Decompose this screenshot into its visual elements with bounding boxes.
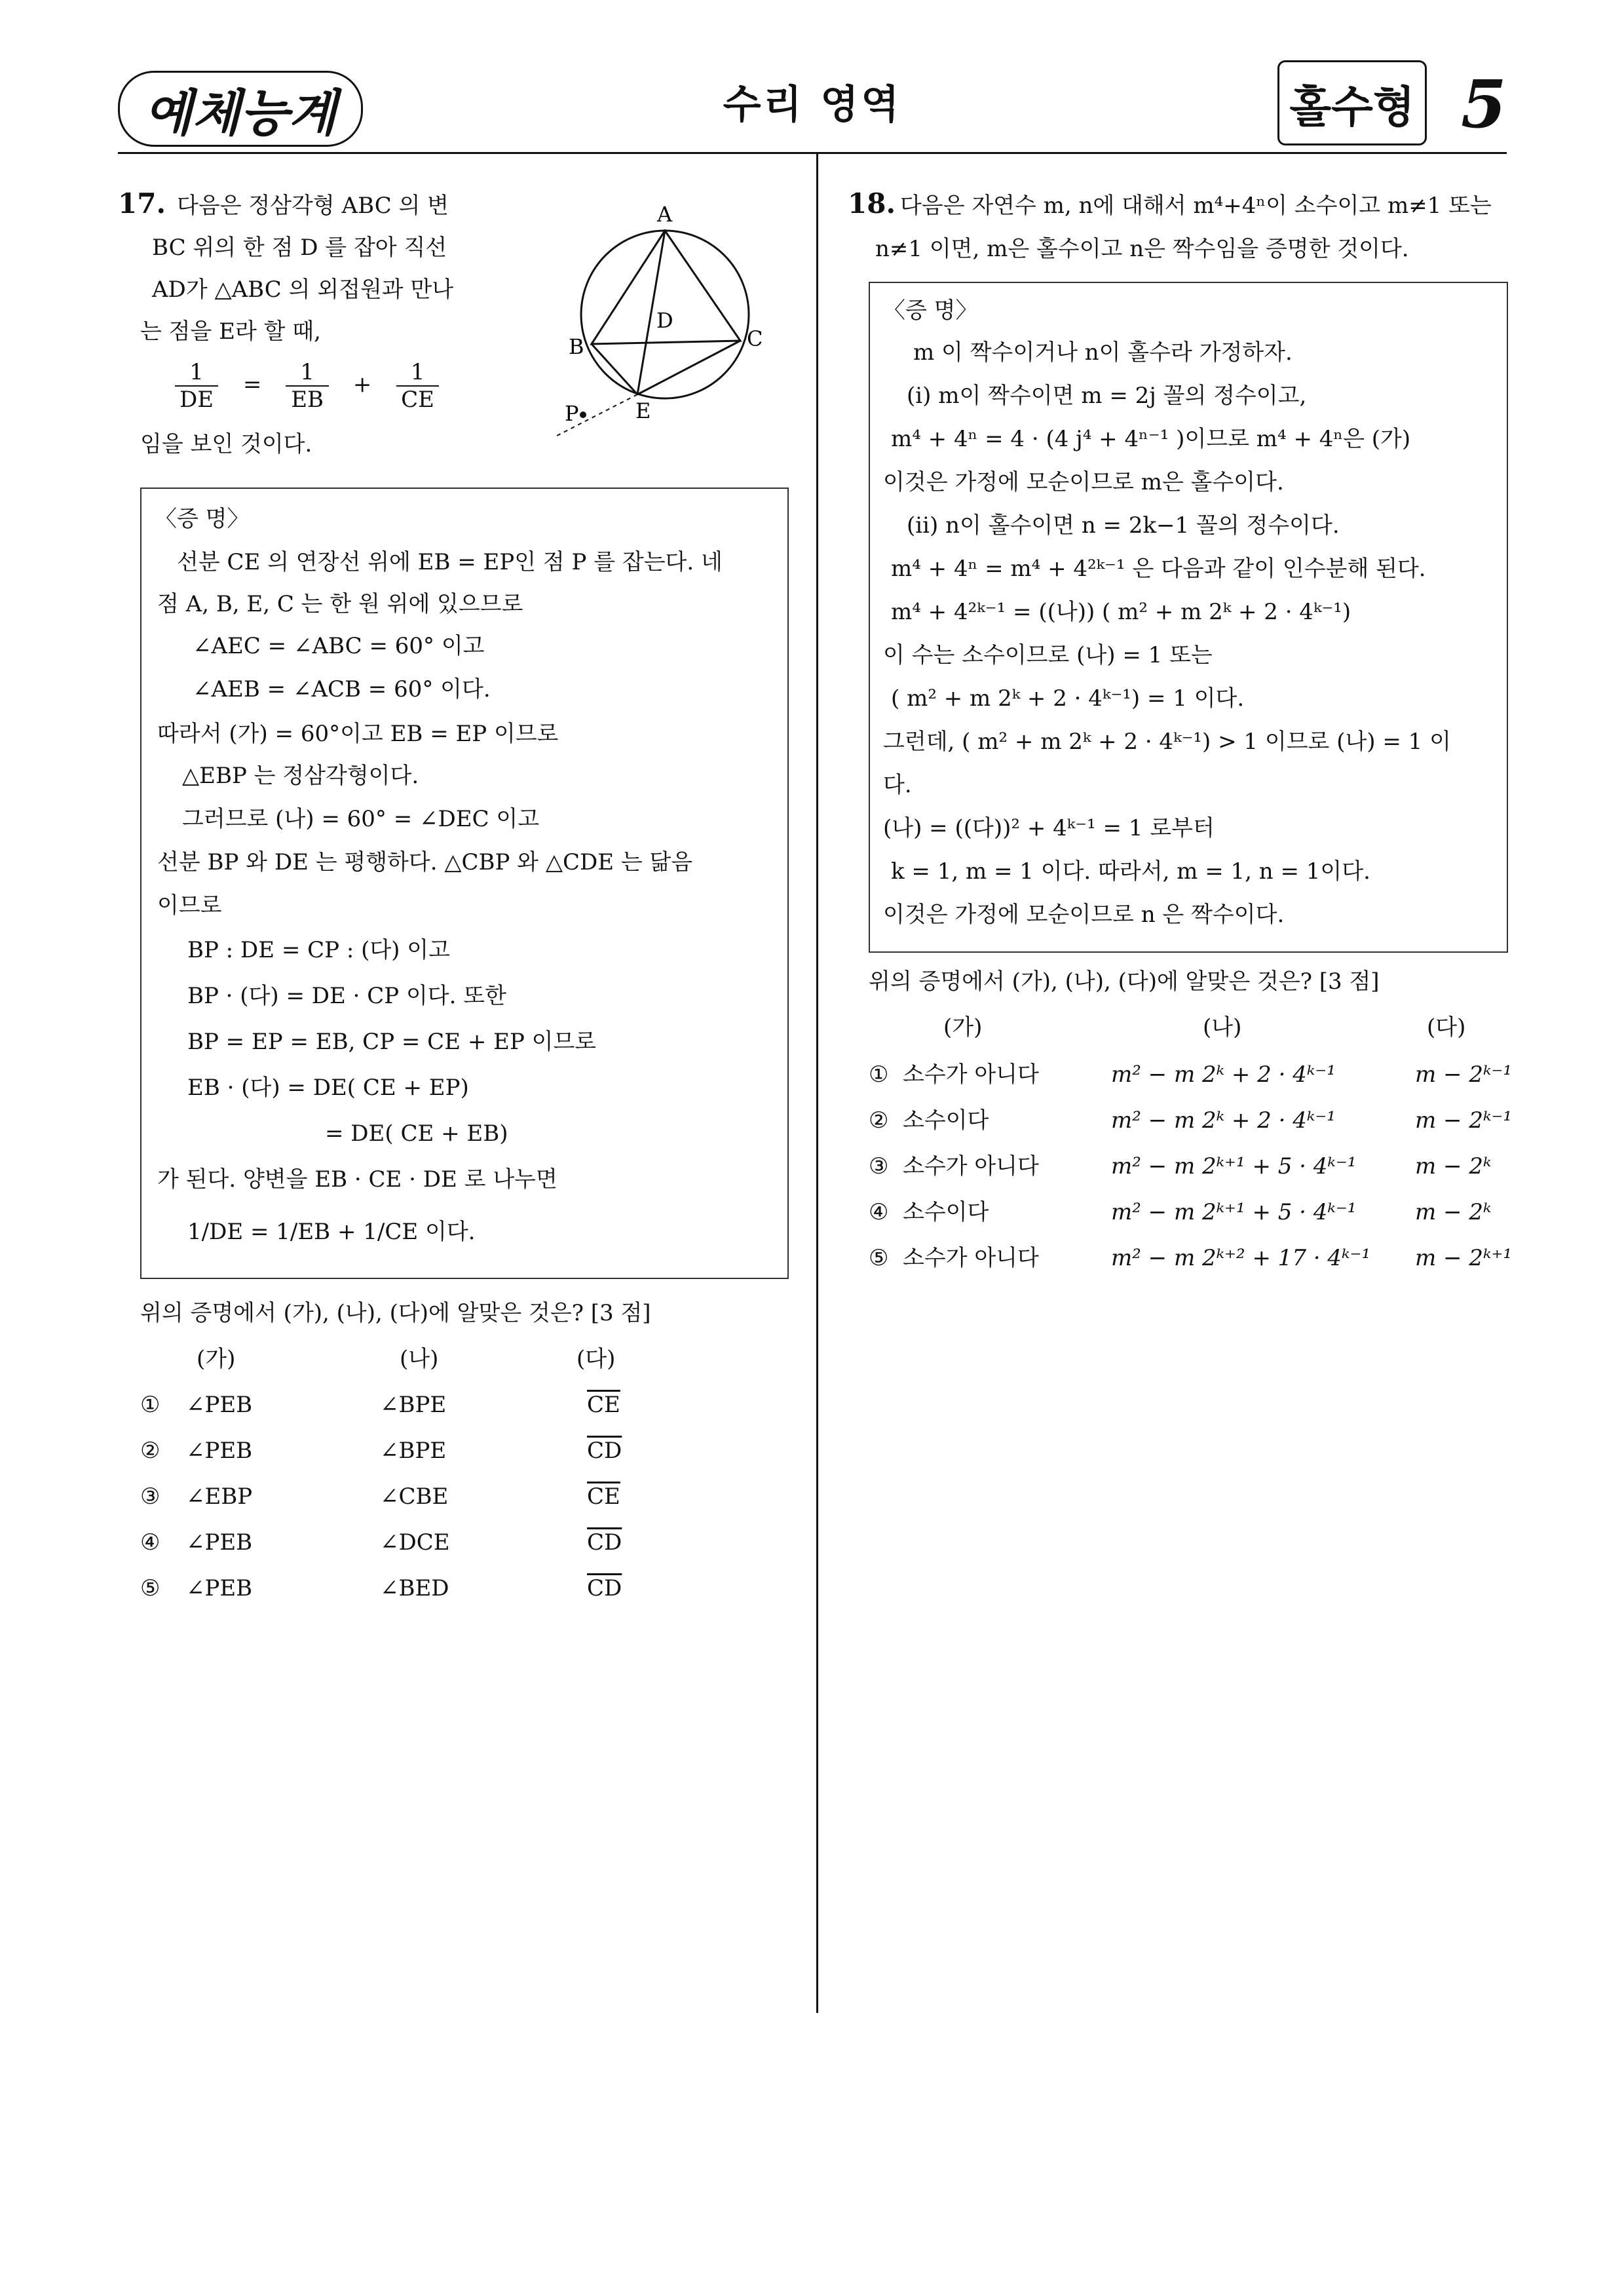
proof-line: 선분 BP 와 DE 는 평행하다. △CBP 와 △CDE 는 닮음 [157, 849, 693, 875]
q18-question: 위의 증명에서 (가), (나), (다)에 알맞은 것은? [3 점] [869, 968, 1380, 995]
choice-number[interactable]: ③ [869, 1153, 889, 1179]
choice-c: m − 2ᵏ [1415, 1199, 1492, 1225]
proof-line: m 이 짝수이거나 n이 홀수라 가정하자. [913, 339, 1293, 366]
proof-line: BP = EP = EB, CP = CE + EP 이므로 [187, 1029, 597, 1055]
q17-question: 위의 증명에서 (가), (나), (다)에 알맞은 것은? [3 점] [140, 1300, 651, 1326]
choice-a: 소수가 아니다 [903, 1062, 1039, 1088]
q18-number: 18. [848, 187, 896, 220]
line-ce [637, 341, 740, 394]
proof-line: 이 수는 소수이므로 (나) = 1 또는 [883, 642, 1213, 668]
proof-line: (ii) n이 홀수이면 n = 2k−1 꼴의 정수이다. [907, 512, 1340, 539]
choice-a: ∠PEB [186, 1529, 253, 1556]
choice-c: $\overline{CD}$ [587, 1529, 622, 1556]
exam-type-badge: 홀수형 [1277, 60, 1427, 145]
point-p [580, 411, 586, 418]
choice-a: 소수가 아니다 [903, 1245, 1039, 1271]
choice-b: ∠BPE [380, 1392, 447, 1418]
proof-line: 점 A, B, E, C 는 한 원 위에 있으므로 [157, 591, 523, 617]
fraction: $\frac{1}{CE}$ [387, 359, 449, 413]
choice-b: m² − m 2ᵏ⁺¹ + 5 · 4ᵏ⁻¹ [1111, 1199, 1357, 1225]
proof-line: 선분 CE 의 연장선 위에 EB = EP인 점 P 를 잡는다. 네 [177, 549, 723, 575]
label-b: B [569, 334, 584, 359]
proof-line: m⁴ + 4ⁿ = 4 · (4 j⁴ + 4ⁿ⁻¹ )이므로 m⁴ + 4ⁿ은 (가) [891, 426, 1411, 452]
col-head: (가) [197, 1346, 236, 1372]
proof-heading: 〈증 명〉 [155, 506, 250, 532]
col-head: (나) [400, 1346, 439, 1372]
proof-heading: 〈증 명〉 [883, 297, 978, 324]
subject-logo: 예체능계 [118, 71, 363, 147]
proof-line: = DE( CE + EB) [325, 1120, 508, 1147]
proof-line: 따라서 (가) = 60°이고 EB = EP 이므로 [157, 721, 559, 747]
choice-b: m² − m 2ᵏ⁺¹ + 5 · 4ᵏ⁻¹ [1111, 1153, 1357, 1179]
col-head: (나) [1203, 1014, 1242, 1041]
choice-c: $\overline{CE}$ [587, 1483, 620, 1510]
col-head: (다) [576, 1346, 616, 1372]
choice-number[interactable]: ③ [140, 1483, 161, 1510]
fraction: $\frac{1}{DE}$ [165, 359, 228, 413]
choice-c: $\overline{CE}$ [587, 1392, 620, 1418]
choice-c: $\overline{CD}$ [587, 1438, 622, 1464]
choice-number[interactable]: ① [869, 1062, 889, 1088]
choice-c: m − 2ᵏ [1415, 1153, 1492, 1179]
proof-line: ∠AEB = ∠ACB = 60° 이다. [193, 676, 491, 702]
choice-number[interactable]: ⑤ [869, 1245, 889, 1271]
proof-line: 1/DE = 1/EB + 1/CE 이다. [187, 1219, 476, 1245]
label-a: A [657, 202, 673, 227]
proof-line: 이것은 가정에 모순이므로 m은 홀수이다. [883, 469, 1284, 495]
proof-line: 이므로 [157, 892, 222, 919]
choice-c: $\overline{CD}$ [587, 1575, 622, 1601]
proof-line: 가 된다. 양변을 EB · CE · DE 로 나누면 [157, 1166, 557, 1193]
q17-stem-line: 다음은 정삼각형 ABC 의 변 [177, 193, 449, 219]
page-number: 5 [1461, 66, 1507, 143]
proof-line: EB · (다) = DE( CE + EP) [187, 1075, 469, 1101]
proof-line: △EBP 는 정삼각형이다. [182, 763, 419, 789]
choice-a: ∠PEB [186, 1392, 253, 1418]
choice-b: ∠DCE [380, 1529, 450, 1556]
label-p: P [565, 401, 579, 426]
proof-line: 그러므로 (나) = 60° = ∠DEC 이고 [182, 806, 540, 832]
choice-b: ∠BED [380, 1575, 449, 1601]
choice-c: m − 2ᵏ⁻¹ [1415, 1062, 1512, 1088]
choice-number[interactable]: ④ [869, 1199, 889, 1225]
col-head: (다) [1427, 1014, 1466, 1041]
q17-stem-line: 는 점을 E라 할 때, [140, 318, 321, 345]
choice-number[interactable]: ⑤ [140, 1575, 161, 1601]
proof-line: 이것은 가정에 모순이므로 n 은 짝수이다. [883, 902, 1285, 928]
choice-a: 소수가 아니다 [903, 1153, 1039, 1179]
proof-line: BP : DE = CP : (다) 이고 [187, 937, 450, 963]
proof-line: (나) = ((다))² + 4ᵏ⁻¹ = 1 로부터 [883, 815, 1215, 841]
choice-b: m² − m 2ᵏ + 2 · 4ᵏ⁻¹ [1111, 1107, 1336, 1134]
choice-b: ∠BPE [380, 1438, 447, 1464]
proof-line: 그런데, ( m² + m 2ᵏ + 2 · 4ᵏ⁻¹) > 1 이므로 (나) = 1 이 [883, 729, 1451, 755]
proof-line: 다. [883, 772, 912, 798]
choice-a: 소수이다 [903, 1107, 989, 1134]
q17-stem-line: AD가 △ABC 의 외접원과 만나 [152, 277, 454, 303]
proof-line: m⁴ + 4ⁿ = m⁴ + 4²ᵏ⁻¹ 은 다음과 같이 인수분해 된다. [891, 556, 1426, 582]
choice-number[interactable]: ① [140, 1392, 161, 1418]
choice-c: m − 2ᵏ⁺¹ [1415, 1245, 1512, 1271]
fraction: $\frac{1}{EB}$ [276, 359, 338, 413]
choice-b: m² − m 2ᵏ⁺² + 17 · 4ᵏ⁻¹ [1111, 1245, 1371, 1271]
col-head: (가) [943, 1014, 983, 1041]
proof-line: m⁴ + 4²ᵏ⁻¹ = ((나)) ( m² + m 2ᵏ + 2 · 4ᵏ⁻¹) [891, 599, 1351, 625]
label-c: C [747, 326, 763, 351]
label-e: E [635, 398, 651, 423]
choice-a: ∠PEB [186, 1438, 253, 1464]
choice-b: m² − m 2ᵏ + 2 · 4ᵏ⁻¹ [1111, 1062, 1336, 1088]
q17-stem-end: 임을 보인 것이다. [140, 431, 312, 457]
choice-number[interactable]: ② [869, 1107, 889, 1134]
column-divider [816, 152, 818, 2013]
q17-main-equation: $\frac{1}{DE}$ = $\frac{1}{EB}$ + $\frac{1}{CE}$ [157, 359, 457, 413]
choice-a: ∠EBP [186, 1483, 253, 1510]
line-be [592, 344, 637, 394]
q17-stem-line: BC 위의 한 점 D 를 잡아 직선 [152, 235, 447, 261]
proof-line: k = 1, m = 1 이다. 따라서, m = 1, n = 1이다. [891, 858, 1370, 885]
q17-figure [537, 190, 812, 452]
proof-line: BP · (다) = DE · CP 이다. 또한 [187, 983, 506, 1009]
q17-number: 17. [118, 187, 166, 220]
choice-a: ∠PEB [186, 1575, 253, 1601]
label-d: D [656, 308, 673, 333]
choice-a: 소수이다 [903, 1199, 989, 1225]
choice-number[interactable]: ④ [140, 1529, 161, 1556]
choice-b: ∠CBE [380, 1483, 449, 1510]
proof-line: ( m² + m 2ᵏ + 2 · 4ᵏ⁻¹) = 1 이다. [891, 685, 1245, 712]
proof-line: ∠AEC = ∠ABC = 60° 이고 [193, 633, 485, 659]
header-rule [118, 152, 1507, 154]
q18-stem-line: n≠1 이면, m은 홀수이고 n은 짝수임을 증명한 것이다. [875, 236, 1409, 262]
q18-stem-line: 다음은 자연수 m, n에 대해서 m⁴+4ⁿ이 소수이고 m≠1 또는 [900, 193, 1492, 219]
choice-number[interactable]: ② [140, 1438, 161, 1464]
choice-c: m − 2ᵏ⁻¹ [1415, 1107, 1512, 1134]
proof-line: (i) m이 짝수이면 m = 2j 꼴의 정수이고, [907, 383, 1307, 409]
page-title: 수리 영역 [723, 82, 902, 128]
